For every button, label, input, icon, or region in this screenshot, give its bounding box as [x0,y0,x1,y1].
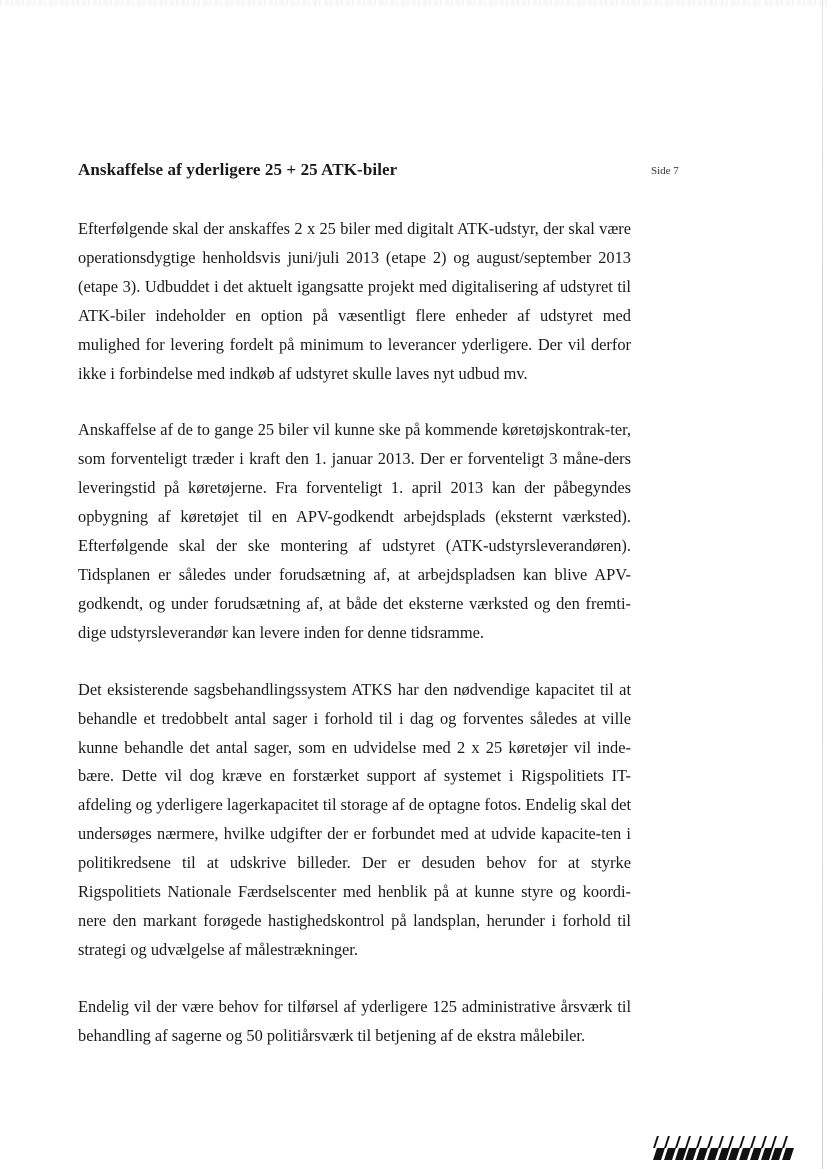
section-heading: Anskaffelse af yderligere 25 + 25 ATK-biler [78,160,398,179]
paragraph-4: Endelig vil der være behov for tilførsel af yderligere 125 administrative årsværk til behandling af sagerne og 50 politiårsværk til betjening af de ekstra målebiler. [78,996,631,1045]
page-number: Side 7 [651,165,679,177]
scan-artifact-top [0,0,827,6]
barcode-row-bottom [655,1148,795,1160]
body-text [78,215,631,1079]
paragraph-2: Anskaffelse af de to gange 25 biler vil kunne ske på kommende køretøjskontrak-ter, som forventeligt træder i kraft den 1. januar 2013. Der er forventeligt 3 måne-ders leveringstid på køretøjerne. Fra forventeligt 1. april 2013 kan der påbegyndes opbygning af køretøjet til en APV-godkendt arbejdsplads (eksternt værksted). Efterfølgende skal der ske montering af udstyret (ATK-udstyrsleverandøren). Tidsplanen er således under forudsætning af, at arbejdspladsen kan blive APV-godkendt, og under forudsætning af, at både det eksterne værksted og den fremti-dige udstyrsleverandør kan levere inden for denne tidsramme. [78,420,631,642]
document-barcode [655,1136,795,1160]
paragraph-1: Efterfølgende skal der anskaffes 2 x 25 biler med digitalt ATK-udstyr, der skal være operationsdygtige henholdsvis juni/juli 2013 (etape 2) og august/september 2013 (etape 3). Udbuddet i det aktuelt igangsatte projekt med digitalisering af udstyret til ATK-biler indeholder en option på væsentligt flere enheder af udstyret med mulighed for levering fordelt på minimum to leverancer yderligere. Der vil derfor ikke i forbindelse med indkøb af udstyret skulle laves nyt udbud mv. [78,219,631,383]
paragraph-3: Det eksisterende sagsbehandlingssystem ATKS har den nødvendige kapacitet til at behandle et tredobbelt antal sager i forhold til i dag og forventes således at ville kunne behandle det antal sager, som en udvidelse med 2 x 25 køretøjer vil inde-bære. Dette vil dog kræve en forstærket support af systemet i Rigspolitiets IT-afdeling og yderligere lagerkapacitet til storage af de optagne fotos. Endelig skal det undersøges nærmere, hvilke udgifter der er forbundet med at udvide kapacite-ten i politikredsene til at udskrive billeder. Der er desuden behov for at styrke Rigspolitiets Nationale Færdselscenter med henblik på at kunne styre og koordi-nere den markant forøgede hastighedskontrol på landsplan, herunder i forhold til strategi og udvælgelse af målestrækninger. [78,679,631,959]
barcode-row-top [655,1136,795,1148]
scan-artifact-right-edge [822,0,823,1169]
